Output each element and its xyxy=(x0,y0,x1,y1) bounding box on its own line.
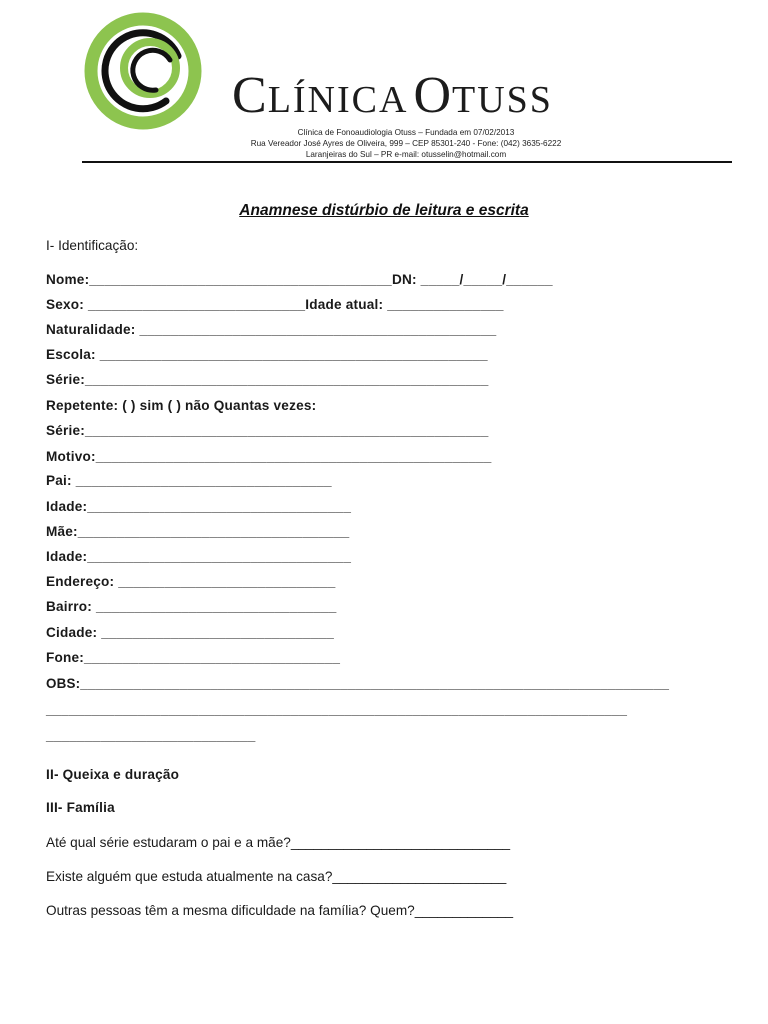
question-parents-schooling[interactable]: Até qual série estudaram o pai e a mãe?_____________________________ xyxy=(46,835,511,850)
section-family-heading: III- Família xyxy=(46,800,115,815)
field-repetente[interactable]: Repetente: ( ) sim ( ) não Quantas vezes: xyxy=(46,398,317,413)
section-complaint-heading: II- Queixa e duração xyxy=(46,767,180,782)
clinic-surname-word: TUSS xyxy=(452,79,553,121)
clinic-name xyxy=(232,66,642,126)
field-obs[interactable]: OBS:_____________________________________________________________________________ xyxy=(46,676,670,691)
field-nome-dn[interactable]: Nome:_______________________________________DN: _____/_____/______ xyxy=(46,272,553,287)
clinic-name-word: LÍNICA xyxy=(267,79,409,121)
document-title: Anamnese distúrbio de leitura e escrita xyxy=(239,202,529,219)
field-endereco[interactable]: Endereço: ____________________________ xyxy=(46,574,336,589)
field-naturalidade[interactable]: Naturalidade: ______________________________________________ xyxy=(46,322,497,337)
clinic-name-initial: C xyxy=(232,67,268,124)
field-mae[interactable]: Mãe:___________________________________ xyxy=(46,524,350,539)
field-fone[interactable]: Fone:_________________________________ xyxy=(46,650,341,665)
field-escola[interactable]: Escola: __________________________________________________ xyxy=(46,347,488,362)
field-cidade[interactable]: Cidade: ______________________________ xyxy=(46,625,335,640)
field-obs-line-2[interactable]: ____________________________________________________________________________ xyxy=(46,702,628,717)
field-sexo-idade[interactable]: Sexo: ____________________________Idade atual: _______________ xyxy=(46,297,504,312)
field-motivo[interactable]: Motivo:___________________________________________________ xyxy=(46,449,492,464)
clinic-city-email-line: Laranjeiras do Sul – PR e-mail: otusselin@hotmail.com xyxy=(305,150,507,159)
field-pai[interactable]: Pai: _________________________________ xyxy=(46,473,332,488)
clinic-address-line: Rua Vereador José Ayres de Oliveira, 999 – CEP 85301-240 - Fone: (042) 3635-6222 xyxy=(250,139,562,148)
field-bairro[interactable]: Bairro: _______________________________ xyxy=(46,599,337,614)
clinic-surname-initial: O xyxy=(413,67,453,124)
field-serie-repetente[interactable]: Série:____________________________________________________ xyxy=(46,423,489,438)
header-divider xyxy=(82,161,732,163)
field-serie[interactable]: Série:____________________________________________________ xyxy=(46,372,489,387)
clinic-founding-line: Clínica de Fonoaudiologia Otuss – Fundada em 07/02/2013 xyxy=(297,128,515,137)
field-idade-pai[interactable]: Idade:__________________________________ xyxy=(46,499,352,514)
clinic-logo xyxy=(82,12,204,130)
field-obs-line-3[interactable]: ___________________________ xyxy=(46,728,256,743)
question-family-difficulty[interactable]: Outras pessoas têm a mesma dificuldade na família? Quem?_____________ xyxy=(46,903,513,918)
section-identification-heading: I- Identificação: xyxy=(46,238,139,253)
field-idade-mae[interactable]: Idade:__________________________________ xyxy=(46,549,352,564)
question-someone-studying[interactable]: Existe alguém que estuda atualmente na casa?_______________________ xyxy=(46,869,507,884)
